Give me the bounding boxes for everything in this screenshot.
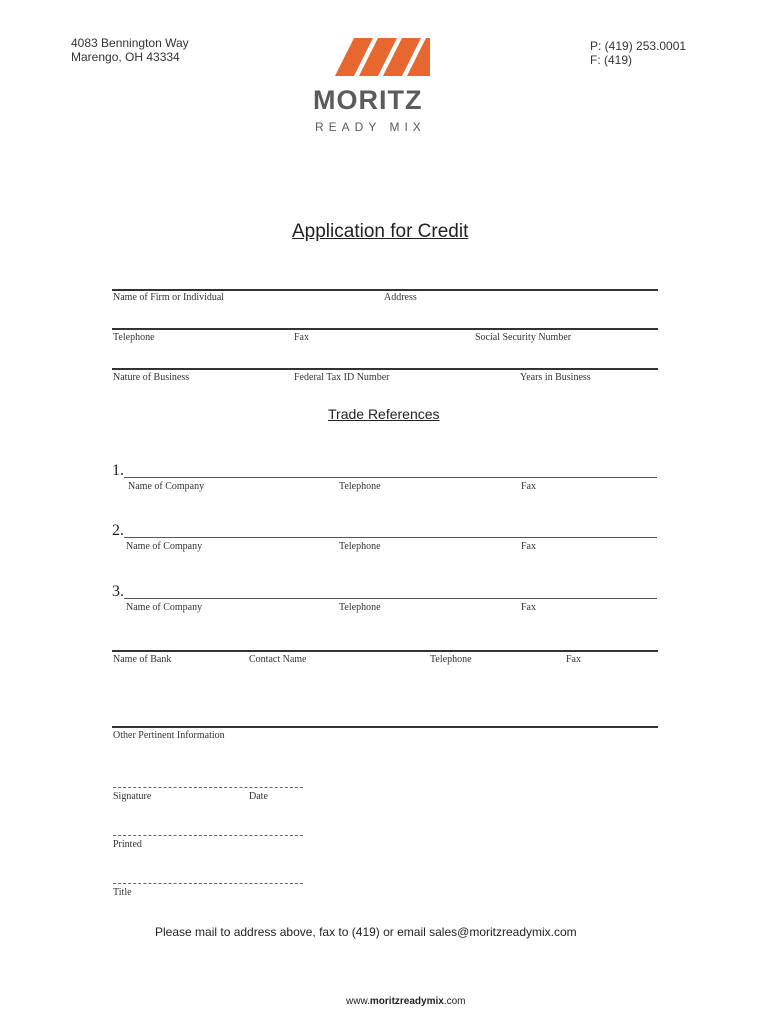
label-telephone: Telephone [430, 654, 472, 665]
address-line-1: 4083 Bennington Way [71, 36, 189, 50]
field-line [112, 289, 658, 291]
website-link[interactable] [346, 996, 466, 1007]
fax-number: F: (419) [590, 53, 633, 67]
website-prefix: www. [346, 996, 370, 1007]
logo-stripes-icon [310, 37, 455, 77]
company-address [71, 36, 189, 64]
label-telephone: Telephone [113, 332, 155, 343]
printed-name-line [113, 835, 303, 836]
label-fax: Fax [521, 602, 536, 613]
reference-number: 3. [112, 583, 124, 600]
address-line-2: Marengo, OH 43334 [71, 50, 180, 64]
label-address: Address [384, 292, 417, 303]
label-title: Title [113, 887, 132, 898]
logo-wordmark: MORITZ [313, 85, 423, 115]
field-line [112, 650, 658, 652]
reference-number: 2. [112, 522, 124, 539]
label-fax: Fax [521, 541, 536, 552]
label-fax: Fax [566, 654, 581, 665]
reference-number: 1. [112, 462, 124, 479]
signature-line [113, 787, 303, 788]
label-company-name: Name of Company [126, 541, 203, 552]
label-printed: Printed [113, 839, 142, 850]
company-logo [310, 37, 455, 137]
label-telephone: Telephone [339, 541, 381, 552]
field-line [112, 328, 658, 330]
form-title: Application for Credit [292, 221, 469, 242]
company-contact [590, 39, 686, 67]
label-contact-name: Contact Name [249, 654, 307, 665]
label-telephone: Telephone [339, 481, 381, 492]
label-date: Date [249, 791, 268, 802]
label-firm-name: Name of Firm or Individual [113, 292, 225, 303]
website-name: moritzreadymix [369, 996, 444, 1007]
website-suffix: .com [443, 996, 466, 1007]
label-nature-of-business: Nature of Business [113, 372, 190, 383]
label-company-name: Name of Company [126, 602, 203, 613]
label-ssn: Social Security Number [475, 332, 572, 343]
label-federal-tax-id: Federal Tax ID Number [294, 372, 390, 383]
mail-instructions: Please mail to address above, fax to (419) or email sales@moritzreadymix.com [155, 925, 577, 939]
label-company-name: Name of Company [128, 481, 205, 492]
label-bank-name: Name of Bank [113, 654, 172, 665]
trade-references-heading: Trade References [328, 406, 440, 422]
phone-number: P: (419) 253.0001 [590, 39, 687, 53]
field-line [112, 368, 658, 370]
label-telephone: Telephone [339, 602, 381, 613]
field-line [124, 537, 657, 538]
label-other-info: Other Pertinent Information [113, 730, 225, 741]
label-fax: Fax [521, 481, 536, 492]
field-line [124, 598, 657, 599]
label-fax: Fax [294, 332, 309, 343]
logo-subtitle: READY MIX [315, 120, 426, 134]
label-years-in-business: Years in Business [520, 372, 591, 383]
title-line [113, 883, 303, 884]
field-line [112, 726, 658, 728]
label-signature: Signature [113, 791, 152, 802]
field-line [124, 477, 657, 478]
